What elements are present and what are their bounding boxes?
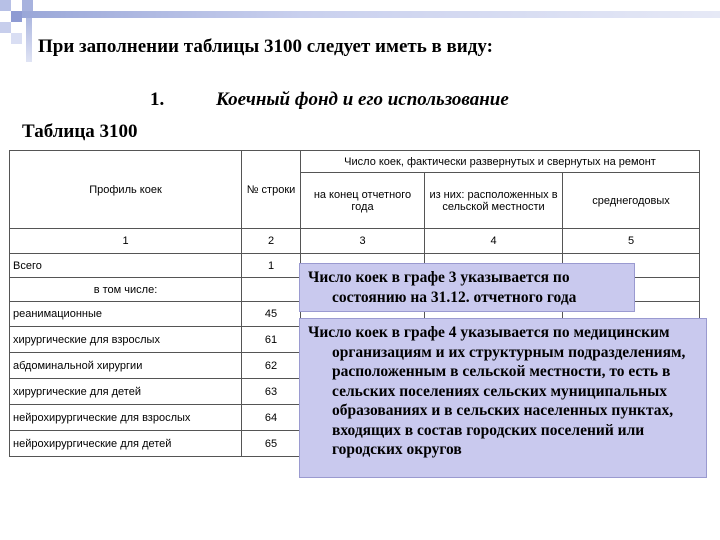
row-name: реанимационные bbox=[10, 302, 242, 327]
row-number: 61 bbox=[242, 327, 301, 353]
row-number: 62 bbox=[242, 353, 301, 379]
row-number bbox=[242, 278, 301, 302]
decorative-square bbox=[22, 0, 33, 11]
callout-column-3 bbox=[299, 263, 635, 312]
decorative-square bbox=[11, 11, 22, 22]
row-number: 45 bbox=[242, 302, 301, 327]
header-row-number: № строки bbox=[242, 151, 301, 229]
row-number: 1 bbox=[242, 254, 301, 278]
row-name: абдоминальной хирургии bbox=[10, 353, 242, 379]
decorative-square bbox=[11, 33, 22, 44]
header-bed-count-group: Число коек, фактически развернутых и свернутых на ремонт bbox=[301, 151, 700, 173]
row-number: 64 bbox=[242, 405, 301, 431]
row-name: в том числе: bbox=[10, 278, 242, 302]
row-name: Всего bbox=[10, 254, 242, 278]
callout-column-3-text: Число коек в графе 3 указывается по состоянию на 31.12. отчетного года bbox=[308, 269, 577, 306]
header-end-of-year: на конец отчетного года bbox=[301, 173, 425, 229]
decorative-square bbox=[0, 0, 11, 11]
row-name: нейрохирургические для взрослых bbox=[10, 405, 242, 431]
decorative-horizontal-bar bbox=[22, 11, 720, 18]
row-name: хирургические для взрослых bbox=[10, 327, 242, 353]
row-name: нейрохирургические для детей bbox=[10, 431, 242, 457]
decorative-square bbox=[0, 22, 11, 33]
section-title: Коечный фонд и его использование bbox=[216, 89, 509, 110]
column-number: 5 bbox=[563, 229, 700, 254]
header-profile: Профиль коек bbox=[10, 151, 242, 229]
row-number: 65 bbox=[242, 431, 301, 457]
row-name: хирургические для детей bbox=[10, 379, 242, 405]
section-number: 1. bbox=[150, 89, 165, 110]
table-label: Таблица 3100 bbox=[22, 121, 138, 142]
column-numbers-row bbox=[10, 229, 700, 254]
header-rural: из них: расположенных в сельской местности bbox=[425, 173, 563, 229]
header-average: среднегодовых bbox=[563, 173, 700, 229]
column-number: 4 bbox=[425, 229, 563, 254]
row-number: 63 bbox=[242, 379, 301, 405]
callout-column-4-text: Число коек в графе 4 указывается по медицинским организациям и их структурным подразделениям, расположенным в сельской местности, то есть в сельских поселениях сельских муниципальных образованиях и в сельских населенных пунктах, входящих в состав городских поселений или городских округов bbox=[308, 324, 686, 458]
page-heading: При заполнении таблицы 3100 следует иметь в виду: bbox=[38, 36, 493, 57]
column-number: 3 bbox=[301, 229, 425, 254]
callout-column-4 bbox=[299, 318, 707, 478]
column-number: 1 bbox=[10, 229, 242, 254]
column-number: 2 bbox=[242, 229, 301, 254]
